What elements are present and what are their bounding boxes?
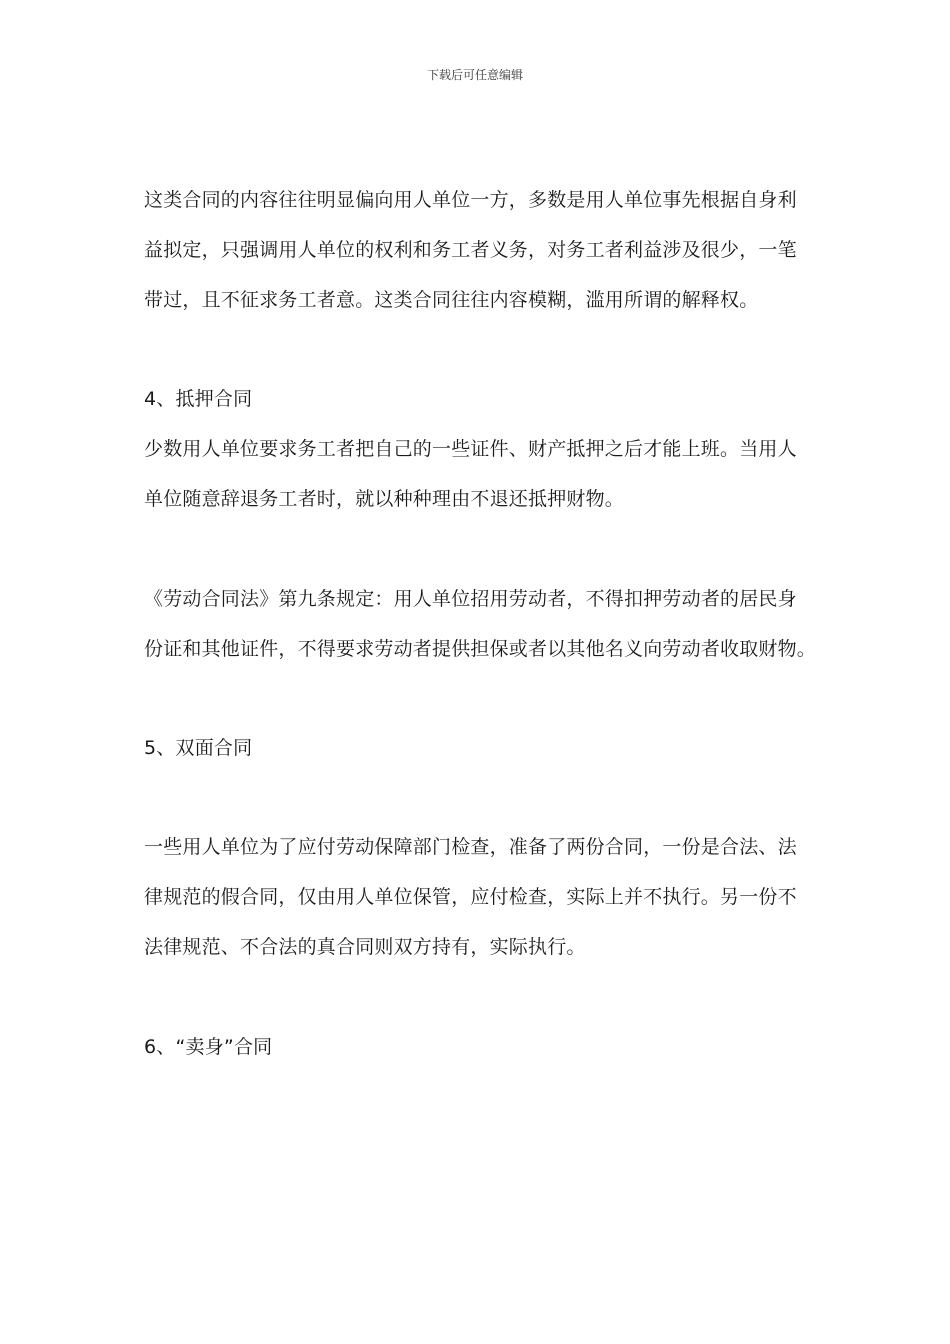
- paragraph-line: 法律规范、不合法的真合同则双方持有，实际执行。: [144, 936, 586, 958]
- paragraph-line: 带过，且不征求务工者意。这类合同往往内容模糊，滥用所谓的解释权。: [144, 289, 759, 311]
- paragraph-line: 《劳动合同法》第九条规定：用人单位招用劳动者，不得扣押劳动者的居民身: [144, 588, 797, 610]
- section-heading: 4、抵押合同: [144, 388, 253, 410]
- paragraph-line: 单位随意辞退务工者时，就以种种理由不退还抵押财物。: [144, 488, 625, 510]
- paragraph-line: 律规范的假合同，仅由用人单位保管，应付检查，实际上并不执行。另一份不: [144, 886, 797, 908]
- paragraph-line: 份证和其他证件，不得要求劳动者提供担保或者以其他名义向劳动者收取财物。: [144, 638, 817, 660]
- paragraph-line: 益拟定，只强调用人单位的权利和务工者义务，对务工者利益涉及很少，一笔: [144, 239, 797, 261]
- page-header: 下载后可任意编辑: [426, 68, 523, 82]
- section-heading: 6、“卖身”合同: [144, 1036, 273, 1058]
- section-heading: 5、双面合同: [144, 737, 253, 759]
- paragraph-line: 这类合同的内容往往明显偏向用人单位一方，多数是用人单位事先根据自身利: [144, 189, 797, 211]
- paragraph-line: 少数用人单位要求务工者把自己的一些证件、财产抵押之后才能上班。当用人: [144, 438, 797, 460]
- paragraph-line: 一些用人单位为了应付劳动保障部门检查，准备了两份合同，一份是合法、法: [144, 836, 797, 858]
